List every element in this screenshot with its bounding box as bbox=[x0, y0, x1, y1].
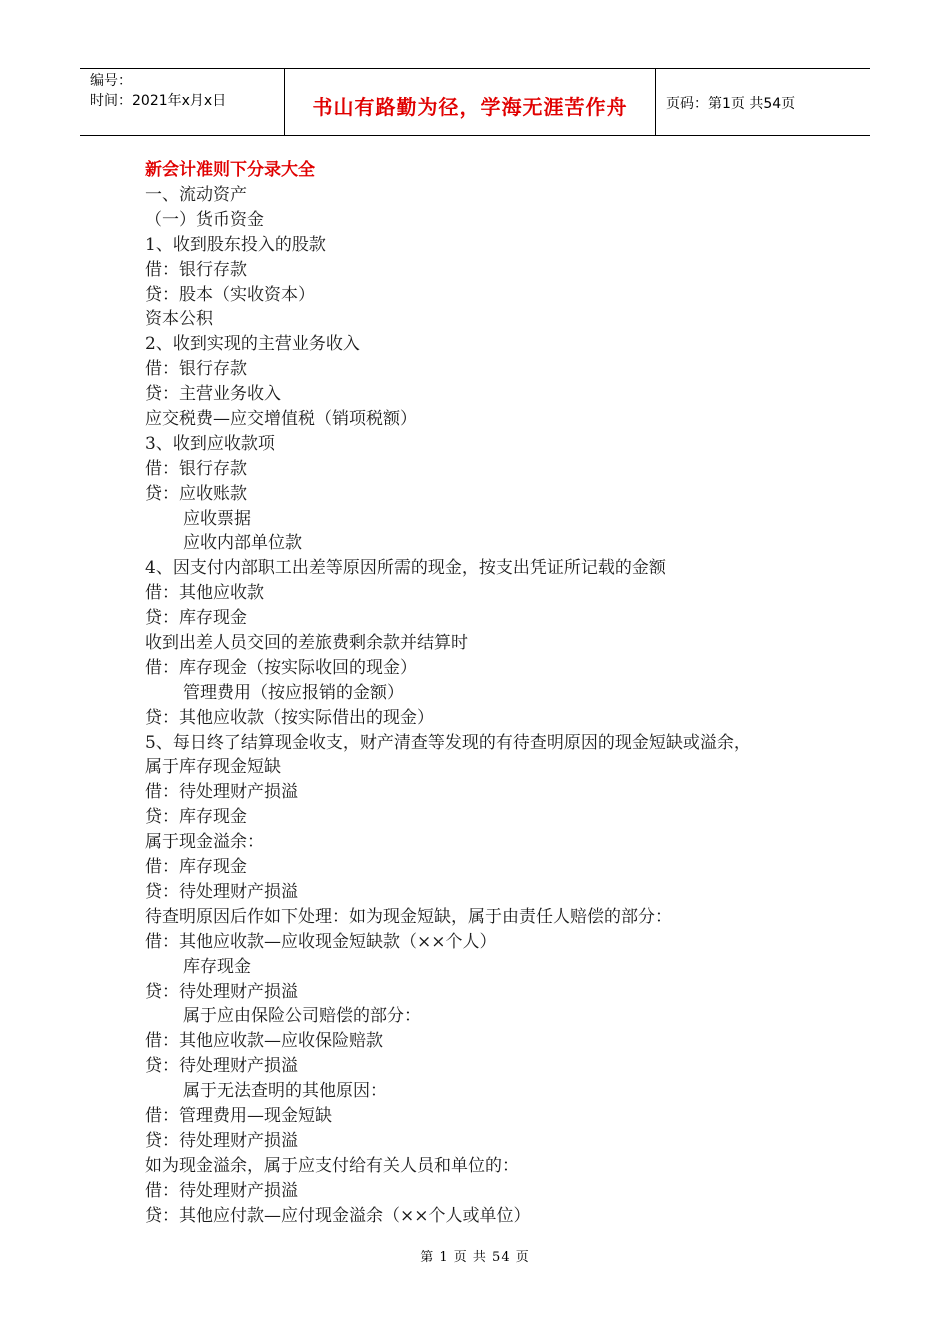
document-line: 借：银行存款 bbox=[145, 458, 247, 479]
document-line: 管理费用（按应报销的金额） bbox=[183, 682, 404, 703]
page-header-table bbox=[80, 68, 870, 136]
page-footer: 第 1 页 共 54 页 bbox=[420, 1250, 530, 1265]
document-line: 收到出差人员交回的差旅费剩余款并结算时 bbox=[145, 633, 468, 654]
document-line: 2、收到实现的主营业务收入 bbox=[145, 334, 360, 355]
document-line: 借：库存现金（按实际收回的现金） bbox=[145, 657, 417, 678]
document-line: 借：其他应收款—应收现金短缺款（××个人） bbox=[145, 931, 497, 952]
document-line: 借：待处理财产损溢 bbox=[145, 1180, 298, 1201]
header-motto: 书山有路勤为径，学海无涯苦作舟 bbox=[312, 95, 628, 119]
document-line: 借：管理费用—现金短缺 bbox=[145, 1105, 332, 1126]
document-line: （一）货币资金 bbox=[145, 209, 264, 230]
document-line: 贷：其他应付款—应付现金溢余（××个人或单位） bbox=[145, 1205, 531, 1226]
document-line: 借：库存现金 bbox=[145, 857, 247, 878]
document-line: 借：银行存款 bbox=[145, 359, 247, 380]
document-line: 属于现金溢余： bbox=[145, 832, 264, 853]
document-line: 贷：主营业务收入 bbox=[145, 384, 281, 405]
document-line: 贷：库存现金 bbox=[145, 608, 247, 629]
document-line: 贷：其他应收款（按实际借出的现金） bbox=[145, 707, 434, 728]
document-line: 贷：库存现金 bbox=[145, 807, 247, 828]
document-body bbox=[145, 158, 845, 1228]
document-line: 属于应由保险公司赔偿的部分： bbox=[183, 1006, 421, 1027]
header-time-label: 时间：2021年x月x日 bbox=[90, 93, 227, 109]
document-lines bbox=[145, 183, 845, 1228]
document-line: 属于无法查明的其他原因： bbox=[183, 1081, 387, 1102]
document-title: 新会计准则下分录大全 bbox=[145, 160, 315, 180]
header-number-label: 编号： bbox=[90, 73, 132, 89]
document-line: 贷：股本（实收资本） bbox=[145, 284, 315, 305]
document-line: 应交税费—应交增值税（销项税额） bbox=[145, 409, 417, 430]
document-line: 应收内部单位款 bbox=[183, 533, 302, 554]
document-line: 贷：待处理财产损溢 bbox=[145, 1130, 298, 1151]
document-line: 借：其他应收款—应收保险赔款 bbox=[145, 1031, 383, 1052]
document-line: 资本公积 bbox=[145, 309, 213, 330]
document-line: 1、收到股东投入的股款 bbox=[145, 234, 326, 255]
document-line: 如为现金溢余，属于应支付给有关人员和单位的： bbox=[145, 1155, 519, 1176]
document-line: 贷：待处理财产损溢 bbox=[145, 1056, 298, 1077]
document-line: 库存现金 bbox=[183, 956, 251, 977]
document-line: 应收票据 bbox=[183, 508, 251, 529]
document-line: 贷：应收账款 bbox=[145, 483, 247, 504]
document-line: 贷：待处理财产损溢 bbox=[145, 981, 298, 1002]
document-line: 借：银行存款 bbox=[145, 259, 247, 280]
header-meta bbox=[90, 71, 226, 111]
document-line: 5、每日终了结算现金收支，财产清查等发现的有待查明原因的现金短缺或溢余， bbox=[145, 732, 751, 753]
document-line: 借：其他应收款 bbox=[145, 583, 264, 604]
document-line: 一、流动资产 bbox=[145, 185, 247, 205]
header-page-info: 页码：第1页 共54页 bbox=[666, 96, 796, 112]
document-line: 3、收到应收款项 bbox=[145, 433, 275, 454]
document-line: 待查明原因后作如下处理：如为现金短缺，属于由责任人赔偿的部分： bbox=[145, 906, 672, 927]
document-line: 借：待处理财产损溢 bbox=[145, 782, 298, 803]
document-line: 4、因支付内部职工出差等原因所需的现金，按支出凭证所记载的金额 bbox=[145, 558, 666, 579]
document-line: 贷：待处理财产损溢 bbox=[145, 881, 298, 902]
document-line: 属于库存现金短缺 bbox=[145, 757, 281, 778]
